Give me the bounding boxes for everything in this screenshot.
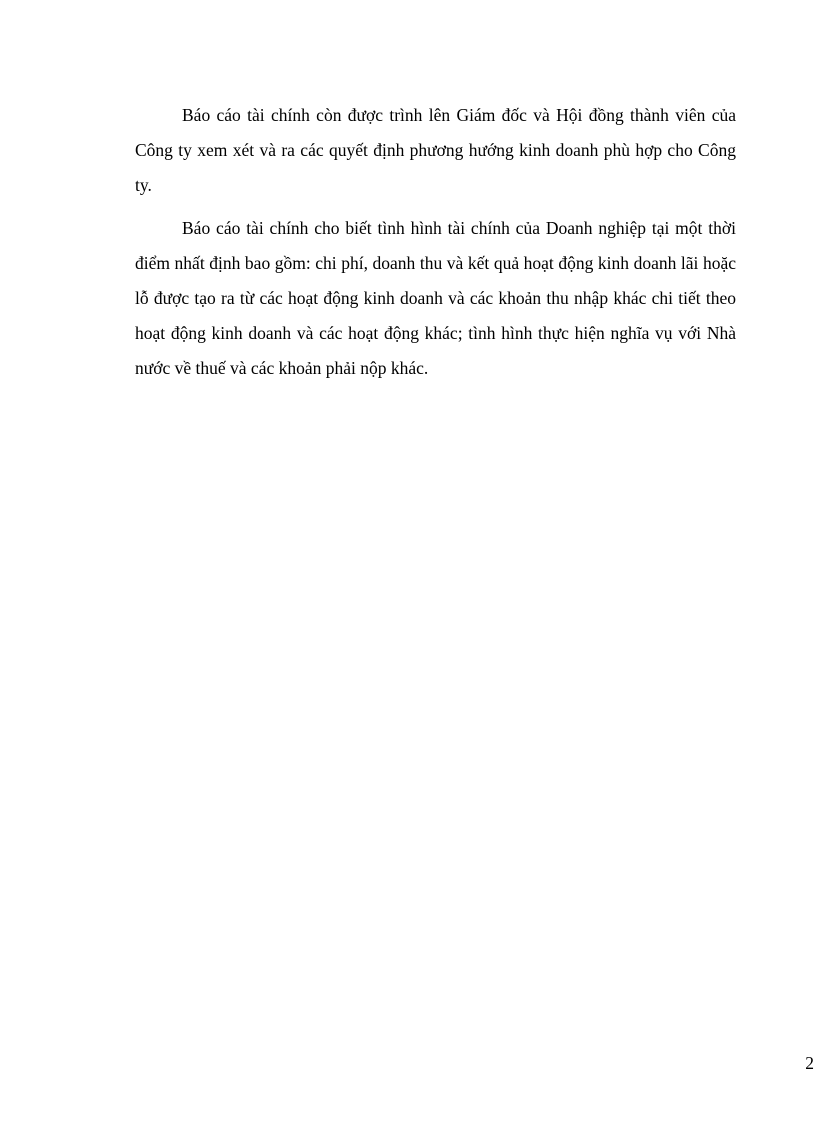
paragraph-2: Báo cáo tài chính cho biết tình hình tài chính của Doanh nghiệp tại một thời điểm nhất định bao gồm: chi phí, doanh thu và kết quả hoạt động kinh doanh lãi hoặc lỗ được tạo ra từ các hoạt động kinh doanh và các khoản thu nhập khác chi tiết theo hoạt động kinh doanh và các hoạt động khác; tình hình thực hiện nghĩa vụ với Nhà nước về thuế và các khoản phải nộp khác. bbox=[135, 218, 736, 378]
document-body bbox=[135, 98, 736, 394]
paragraph-1: Báo cáo tài chính còn được trình lên Giám đốc và Hội đồng thành viên của Công ty xem xét và ra các quyết định phương hướng kinh doanh phù hợp cho Công ty. bbox=[135, 105, 736, 195]
page-number: 2 bbox=[805, 1053, 814, 1073]
